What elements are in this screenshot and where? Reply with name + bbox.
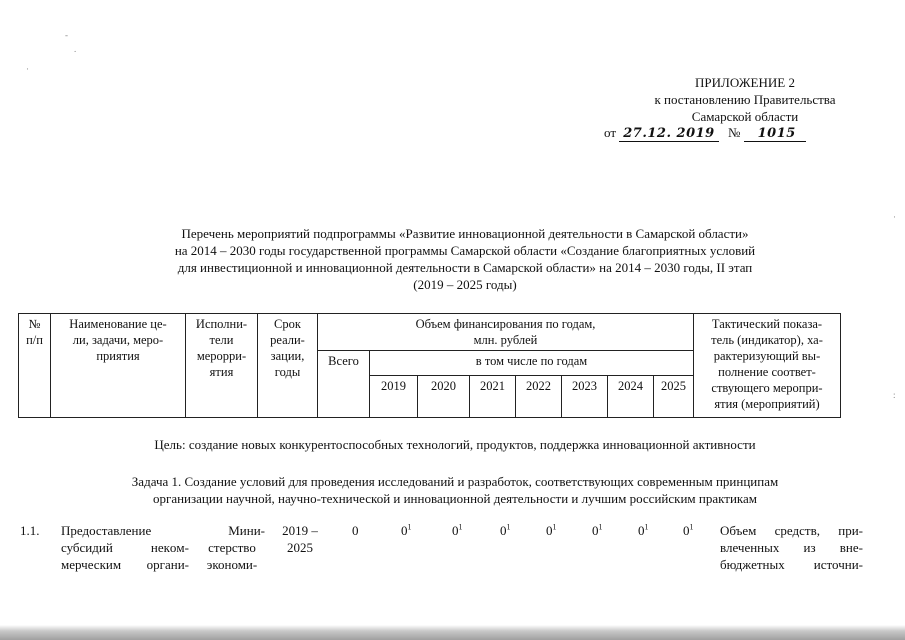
header-text: ятия bbox=[209, 365, 234, 379]
header-text: млн. рублей bbox=[473, 333, 538, 347]
header-text: зации, bbox=[270, 349, 305, 363]
value-text: 0 bbox=[683, 523, 690, 538]
row-year-value bbox=[500, 522, 511, 539]
row-term bbox=[272, 522, 328, 556]
header-text: мероpри- bbox=[196, 349, 247, 363]
header-term bbox=[258, 314, 318, 418]
header-text: полнение соответ- bbox=[718, 365, 816, 379]
row-year-value bbox=[546, 522, 557, 539]
appendix-decree: к постановлению Правительства bbox=[654, 92, 836, 107]
header-indicator bbox=[694, 314, 841, 418]
row-year-value bbox=[683, 522, 694, 539]
from-label: от bbox=[604, 125, 617, 140]
row-executor bbox=[199, 522, 265, 573]
row-indicator-line: бюджетных источни- bbox=[720, 557, 863, 572]
header-text: Срок bbox=[274, 317, 301, 331]
header-text: ствующего меропри- bbox=[711, 381, 823, 395]
title-line: для инвестиционной и инновационной деятельности в Самарской области» на 2014 – 2030 годы, II этап bbox=[177, 260, 753, 275]
decree-date-line bbox=[604, 125, 806, 142]
row-name-line: Предоставление bbox=[61, 523, 152, 538]
row-executor-line: стерство bbox=[208, 540, 256, 555]
appendix-region: Самарской области bbox=[691, 109, 799, 124]
title-line: Перечень мероприятий подпрограммы «Развитие инновационной деятельности в Самарской области» bbox=[181, 226, 749, 241]
row-number: 1.1. bbox=[20, 523, 40, 538]
title-line: на 2014 – 2030 годы государственной программы Самарской области «Создание благоприятных условий bbox=[174, 243, 756, 258]
header-total: Всего bbox=[318, 351, 370, 418]
handwritten-number: 1015 bbox=[744, 127, 806, 142]
value-text: 0 bbox=[401, 523, 408, 538]
row-total: 0 bbox=[352, 523, 359, 538]
header-year: 2025 bbox=[654, 376, 694, 418]
row-indicator-line: Объем средств, при- bbox=[720, 523, 863, 538]
row-term-line: 2019 – bbox=[282, 523, 318, 538]
header-year: 2019 bbox=[370, 376, 418, 418]
row-name-line: субсидий некoм- bbox=[61, 540, 189, 555]
value-text: 0 bbox=[452, 523, 459, 538]
measures-table bbox=[18, 313, 841, 418]
scan-speck: . bbox=[74, 44, 77, 54]
header-text: тели bbox=[209, 333, 234, 347]
header-financing bbox=[318, 314, 694, 351]
scan-speck: · bbox=[26, 64, 29, 74]
task-text bbox=[40, 473, 870, 507]
footnote-mark: 1 bbox=[598, 522, 603, 532]
appendix-title: ПРИЛОЖЕНИЕ 2 bbox=[695, 75, 795, 90]
header-text: приятия bbox=[96, 349, 140, 363]
header-text: ли, задачи, меро- bbox=[72, 333, 164, 347]
row-executor-line: экономи- bbox=[206, 557, 258, 572]
header-text: Исполни- bbox=[195, 317, 248, 331]
header-text: № bbox=[28, 317, 41, 331]
header-text: рактеризующий вы- bbox=[713, 349, 821, 363]
header-year: 2024 bbox=[608, 376, 654, 418]
header-num bbox=[19, 314, 51, 418]
row-name-line: мерческим органи- bbox=[61, 557, 189, 572]
row-term-line: 2025 bbox=[287, 540, 313, 555]
row-year-value bbox=[638, 522, 649, 539]
footnote-mark: 1 bbox=[458, 522, 463, 532]
header-year: 2022 bbox=[516, 376, 562, 418]
header-text: п/п bbox=[26, 333, 43, 347]
header-text: Объем финансирования по годам, bbox=[415, 317, 596, 331]
handwritten-date: 27.12. 2019 bbox=[619, 127, 718, 142]
row-year-value bbox=[452, 522, 463, 539]
row-year-value bbox=[592, 522, 603, 539]
row-year-value bbox=[401, 522, 412, 539]
header-by-year: в том числе по годам bbox=[370, 351, 694, 376]
footnote-mark: 1 bbox=[407, 522, 412, 532]
task-line: Задача 1. Создание условий для проведения исследований и разработок, соответствующих современным принципам bbox=[131, 474, 779, 489]
title-line: (2019 – 2025 годы) bbox=[413, 277, 517, 292]
value-text: 0 bbox=[500, 523, 507, 538]
goal-text: Цель: создание новых конкурентоспособных технологий, продуктов, поддержка инновационной активности bbox=[154, 437, 756, 452]
footnote-mark: 1 bbox=[644, 522, 649, 532]
footnote-mark: 1 bbox=[552, 522, 557, 532]
header-text: ятия (мероприятий) bbox=[714, 397, 820, 411]
value-text: 0 bbox=[638, 523, 645, 538]
header-executors bbox=[186, 314, 258, 418]
scan-bottom-edge bbox=[0, 625, 905, 640]
header-year: 2023 bbox=[562, 376, 608, 418]
scan-speck: - bbox=[65, 30, 68, 40]
number-label: № bbox=[727, 125, 741, 140]
row-indicator-line: влеченных из вне- bbox=[720, 540, 863, 555]
header-text: Тактический показа- bbox=[711, 317, 823, 331]
header-name bbox=[51, 314, 186, 418]
row-indicator bbox=[720, 522, 863, 573]
document-title bbox=[80, 225, 850, 293]
task-line: организации научной, научно-технической и инновационной деятельности и лучшим российским практикам bbox=[152, 491, 758, 506]
header-year: 2020 bbox=[418, 376, 470, 418]
row-name bbox=[61, 522, 189, 573]
header-year: 2021 bbox=[470, 376, 516, 418]
value-text: 0 bbox=[546, 523, 553, 538]
footnote-mark: 1 bbox=[506, 522, 511, 532]
header-text: реали- bbox=[270, 333, 305, 347]
scan-speck: · bbox=[893, 212, 896, 222]
appendix-header bbox=[600, 74, 890, 125]
header-text: годы bbox=[274, 365, 301, 379]
scan-speck: : bbox=[893, 390, 896, 400]
value-text: 0 bbox=[592, 523, 599, 538]
row-executor-line: Мини- bbox=[228, 523, 265, 538]
header-text: Наименование це- bbox=[69, 317, 167, 331]
header-text: тель (индикатор), ха- bbox=[711, 333, 823, 347]
footnote-mark: 1 bbox=[689, 522, 694, 532]
